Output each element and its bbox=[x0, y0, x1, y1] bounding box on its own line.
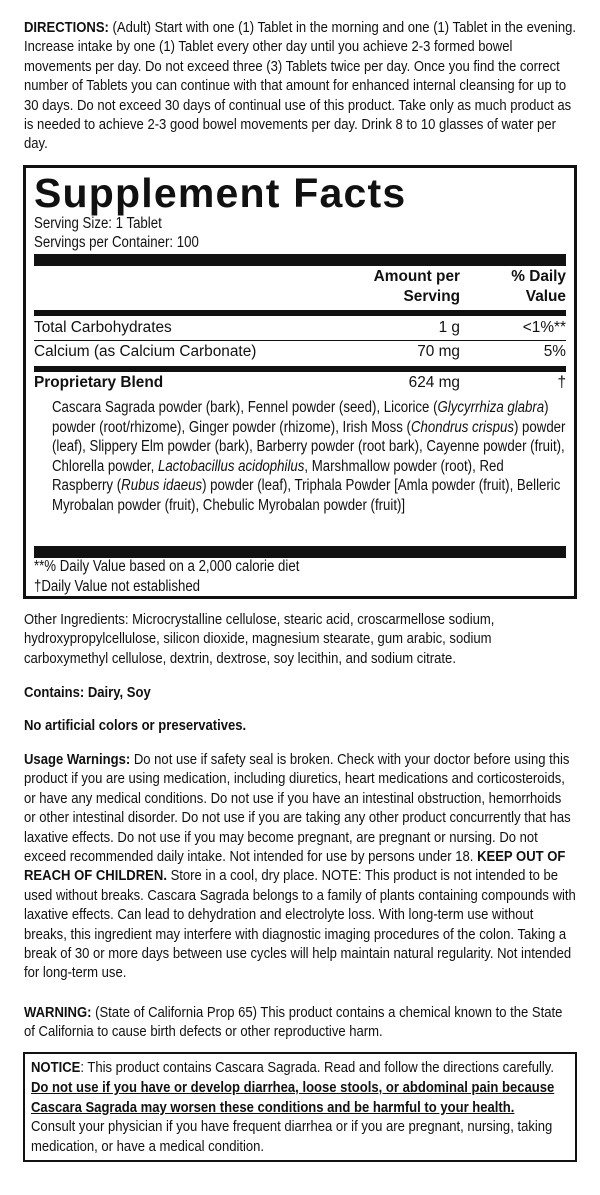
divider-thick bbox=[34, 546, 566, 558]
allergen-statement: Contains: Dairy, Soy bbox=[24, 684, 151, 701]
divider-medium bbox=[34, 366, 566, 372]
directions-section bbox=[24, 18, 576, 154]
directions-text: (Adult) Start with one (1) Tablet in the morning and one (1) Tablet in the evening. Increase intake by one (1) Tablet every other day until you achieve 2-3 formed bowel movements per day. Do not exceed three (3) Tablets twice per day. Once you find the correct number of Tablets you can continue with that amount for enhanced internal cleansing for up to 30 days. Do not exceed 30 days of continual use of this product. Take only as much product as is needed to achieve 2-3 good bowel movements per day. Drink 8 to 10 glasses of water per day. bbox=[24, 19, 576, 153]
row-dv-carbohydrates: <1%** bbox=[522, 319, 566, 336]
other-ingredients: Other Ingredients: Microcrystalline cellulose, stearic acid, croscarmellose sodium, hydroxypropylcellulose, silicon dioxide, magnesium stearate, gum arabic, sodium carboxymethyl cellulose, dextrin, dextrose, soy lecithin, and sodium citrate. bbox=[24, 611, 495, 667]
proprietary-blend-ingredients: Cascara Sagrada powder (bark), Fennel powder (seed), Licorice (Glycyrrhiza glabra) powder (root/rhizome), Ginger powder (rhizome), Irish Moss (Chondrus crispus) powder (leaf), Slippery Elm powder (bark), Barberry powder (root bark), Cayenne powder (fruit), Chlorella powder, Lactobacillus acidophilus, Marshmallow powder (root), Red Raspberry (Rubus idaeus) powder (leaf), Triphala Powder [Amla powder (fruit), Belleric Myrobalan powder (fruit), Chebulic Myrobalan powder (fruit)] bbox=[52, 399, 566, 514]
directions-label: DIRECTIONS: bbox=[24, 19, 109, 36]
facts-title: Supplement Facts bbox=[34, 170, 407, 216]
footnote-not-established: †Daily Value not established bbox=[34, 578, 201, 595]
notice-underlined-warning: Do not use if you have or develop diarrhea, loose stools, or abdominal pain because Cascara Sagrada may worsen these conditions and be harmful to your health. bbox=[31, 1078, 555, 1116]
no-artificial-statement: No artificial colors or preservatives. bbox=[24, 717, 247, 734]
row-divider bbox=[34, 340, 566, 341]
divider-thick bbox=[34, 254, 566, 266]
row-label-calcium: Calcium (as Calcium Carbonate) bbox=[34, 343, 257, 360]
row-amount-calcium: 70 mg bbox=[417, 343, 460, 360]
footnote-daily-value: **% Daily Value based on a 2,000 calorie diet bbox=[34, 558, 300, 575]
row-amount-proprietary-blend: 624 mg bbox=[408, 374, 460, 391]
row-dv-proprietary-blend: † bbox=[557, 374, 566, 391]
row-label-carbohydrates: Total Carbohydrates bbox=[34, 319, 172, 336]
row-amount-carbohydrates: 1 g bbox=[438, 319, 460, 336]
notice-box: NOTICE: This product contains Cascara Sagrada. Read and follow the directions carefully. Do not use if you have or develop diarrhea, loose stools, or abdominal pain because Cascara Sagrada may worsen these conditions and be harmful to your health. Consult your physician if you have frequent diarrhea or if you are pregnant, nursing, taking medication, or have a medical condition. bbox=[23, 1052, 577, 1162]
supplement-facts-panel bbox=[23, 165, 577, 599]
column-header-daily-value: % Daily Value bbox=[511, 268, 566, 305]
column-header-amount: Amount per Serving bbox=[373, 268, 460, 305]
serving-size: Serving Size: 1 Tablet bbox=[34, 215, 162, 232]
row-label-proprietary-blend: Proprietary Blend bbox=[34, 374, 164, 391]
divider-medium bbox=[34, 310, 566, 316]
servings-per-container: Servings per Container: 100 bbox=[34, 234, 199, 251]
prop65-warning: WARNING: (State of California Prop 65) This product contains a chemical known to the State of California to cause birth defects or other reproductive harm. bbox=[24, 1004, 563, 1041]
usage-warnings: Usage Warnings: Do not use if safety seal is broken. Check with your doctor before using this product if you are using medication, including diuretics, heart medications and corticosteroids, or have any medical conditions. Do not use if you have an intestinal obstruction, hemorrhoids or other intestinal disorder. Do not use if you are taking any other product concurrently that has laxative effects. Do not use if you may become pregnant, are pregnant or nursing. Do not exceed recommended daily intake. Not intended for use by persons under 18. KEEP OUT OF REACH OF CHILDREN. Store in a cool, dry place. NOTE: This product is not intended to be used without breaks. Cascara Sagrada belongs to a family of plants containing compounds with laxative effects. Can lead to dehydration and electrolyte loss. With long-term use without breaks, this ingredient may interfere with diagnostic imaging procedures of the colon. Taking a break of 30 or more days between use cycles will help maintain natural regularity. Not intended for long-term use. bbox=[24, 751, 576, 982]
row-dv-calcium: 5% bbox=[543, 343, 566, 360]
